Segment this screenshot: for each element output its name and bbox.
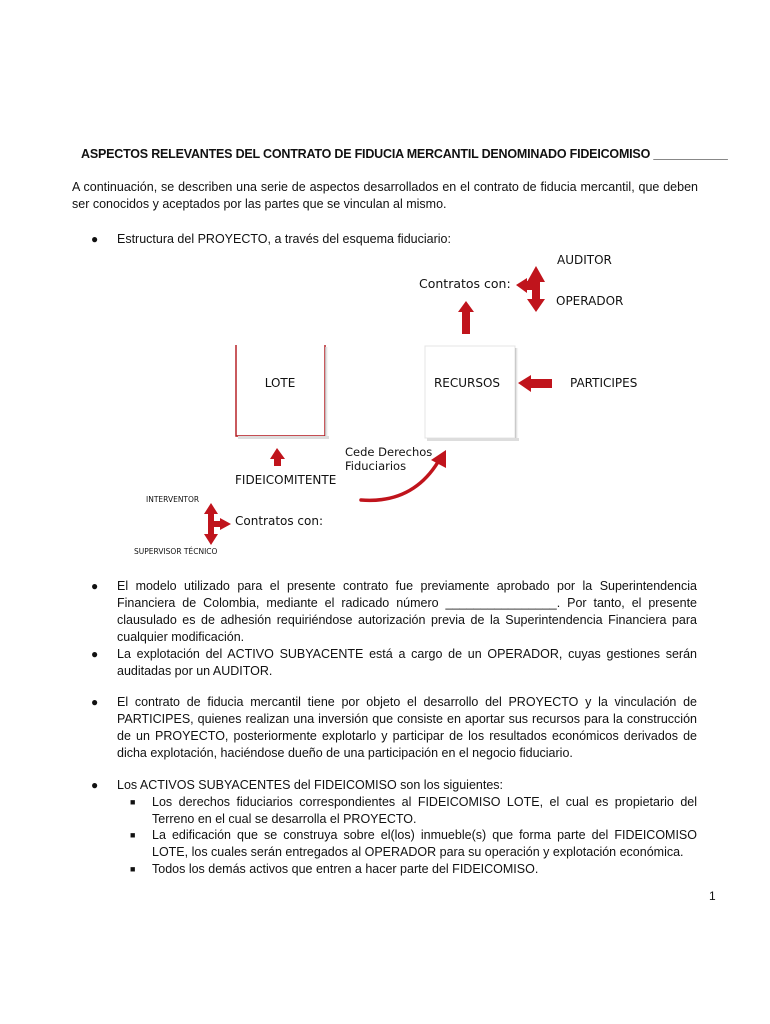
up-arrow-fideicomitente (270, 448, 285, 466)
operador-label: OPERADOR (556, 294, 624, 308)
document-title: ASPECTOS RELEVANTES DEL CONTRATO DE FIDUCIA MERCANTIL DENOMINADO FIDEICOMISO ___________ (81, 147, 728, 161)
interventor-supervisor-arrow (204, 503, 231, 545)
bullet-dot: ● (91, 579, 99, 593)
bullet-model: El modelo utilizado para el presente contrato fue previamente aprobado por la Superintendencia Financiera de Colombia, mediante el radicado número ________________. Por tanto, el presente clausulado es de adhesión requiriéndose autorización previa de la Superintendencia Financiera para cualquier modificación. (117, 579, 697, 644)
contratos-top-label: Contratos con: (419, 276, 511, 291)
bullet-dot: ● (91, 695, 99, 709)
auditor-operador-arrow (516, 266, 545, 312)
lote-box (236, 345, 329, 439)
auditor-label: AUDITOR (557, 253, 612, 267)
bullet-objeto: El contrato de fiducia mercantil tiene por objeto el desarrollo del PROYECTO y la vinculación de PARTICIPES, quienes realizan una inversión que consiste en aportar sus recursos para la construcción de un PROYECTO, posteriormente explotarlo y participar de los resultados económicos derivados de dicha explotación, haciéndose dueño de una participación en el negocio fiduciario. (117, 695, 697, 760)
cede-derechos-line2: Fiduciarios (345, 459, 407, 473)
intro-paragraph: A continuación, se describen una serie de aspectos desarrollados en el contrato de fiducia mercantil, que deben ser conocidos y aceptados por las partes que se vinculan al mismo. (72, 180, 698, 211)
bullet-dot: ● (91, 232, 99, 246)
sub-bullet-edificacion: La edificación que se construya sobre el(los) inmueble(s) que forma parte del FIDEICOMISO LOTE, los cuales serán entregados al OPERADOR para su operación y explotación económica. (152, 828, 697, 859)
bullet-dot: ● (91, 647, 99, 661)
bullet-dot: ● (91, 778, 99, 792)
left-arrow-participes (518, 375, 552, 392)
bullet-explotacion: La explotación del ACTIVO SUBYACENTE está a cargo de un OPERADOR, cuyas gestiones serán auditadas por un AUDITOR. (117, 647, 697, 678)
recursos-label: RECURSOS (433, 376, 501, 390)
cede-derechos-line1: Cede Derechos (345, 445, 433, 459)
fiduciary-structure-diagram (0, 240, 770, 570)
bullet-structure: Estructura del PROYECTO, a través del esquema fiduciario: (117, 232, 451, 246)
supervisor-label: SUPERVISOR TÉCNICO (134, 547, 218, 556)
interventor-label: INTERVENTOR (146, 495, 200, 504)
sub-bullet-derechos: Los derechos fiduciarios correspondientes al FIDEICOMISO LOTE, el cual es propietario del Terreno en el cual se desarrolla el PROYECTO. (152, 795, 697, 826)
contratos-bottom-label: Contratos con: (235, 514, 324, 528)
up-arrow-recursos (458, 301, 474, 334)
participes-label: PARTICIPES (570, 376, 638, 390)
bullet-activos: Los ACTIVOS SUBYACENTES del FIDEICOMISO son los siguientes: (117, 778, 504, 792)
sub-bullet-square: ■ (130, 864, 136, 874)
page-number: 1 (709, 889, 716, 903)
lote-label: LOTE (264, 376, 296, 390)
recursos-box (425, 346, 519, 441)
sub-bullet-square: ■ (130, 797, 136, 807)
sub-bullet-demas: Todos los demás activos que entren a hacer parte del FIDEICOMISO. (152, 862, 539, 876)
fideicomitente-label: FIDEICOMITENTE (235, 473, 337, 487)
sub-bullet-square: ■ (130, 830, 136, 840)
